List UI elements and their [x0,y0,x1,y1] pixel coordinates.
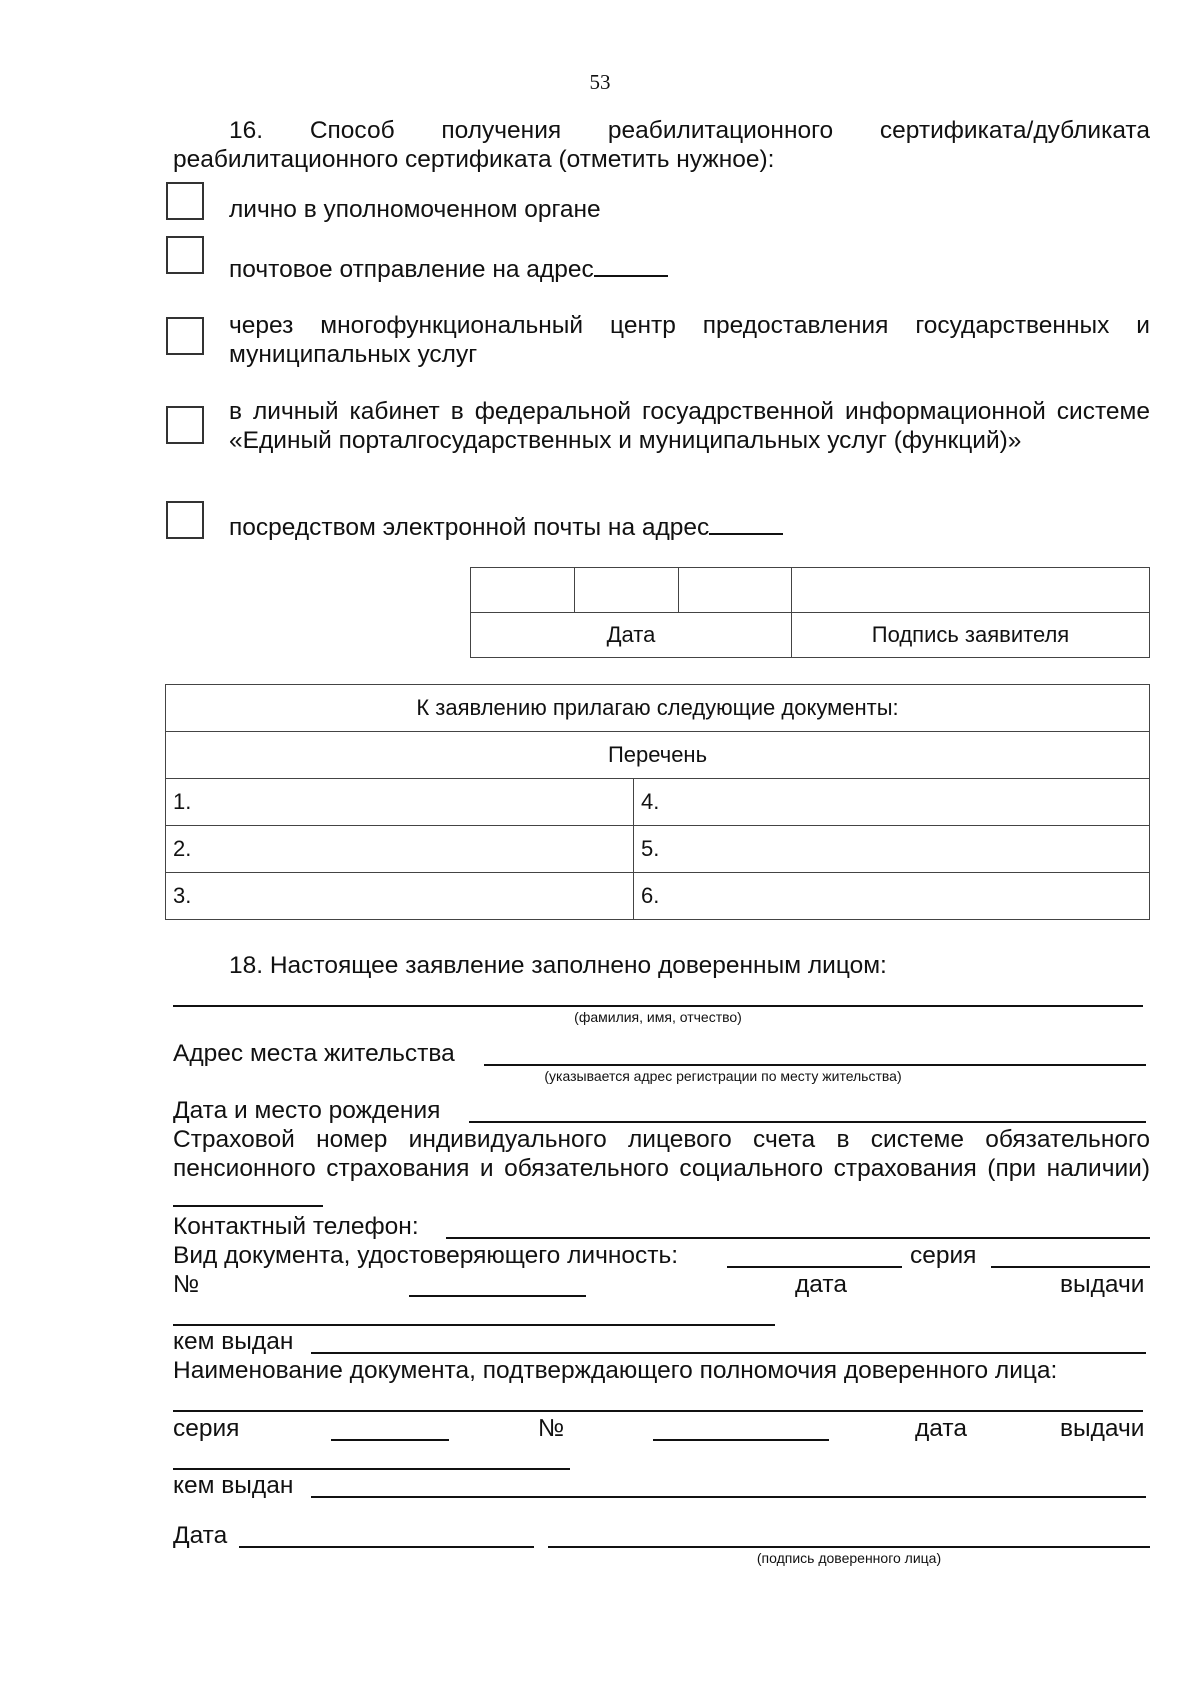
birth-field[interactable] [469,1121,1146,1123]
series-label-2: серия [173,1415,240,1442]
issue-label: выдачи [1060,1271,1145,1298]
signature-label: Подпись заявителя [792,613,1150,658]
document-item-1[interactable]: 1. [166,779,634,826]
issued-by-field[interactable] [311,1352,1146,1354]
issue-date-label-2: дата [915,1415,967,1442]
number-field-2[interactable] [653,1439,829,1441]
checkbox-postal[interactable] [166,236,204,274]
document-item-2[interactable]: 2. [166,826,634,873]
address-label: Адрес места жительства [173,1040,455,1067]
checkbox-gosuslugi[interactable] [166,406,204,444]
section18-heading: 18. Настоящее заявление заполнено доверенным лицом: [229,952,887,979]
phone-label: Контактный телефон: [173,1213,419,1240]
authority-doc-label: Наименование документа, подтверждающего полномочия доверенного лица: [173,1357,1058,1384]
document-item-3[interactable]: 3. [166,873,634,920]
signature-cell[interactable] [792,568,1150,613]
address-field[interactable] [484,1064,1146,1066]
page-number: 53 [589,70,611,94]
option-postal: почтовое отправление на адрес [229,253,1150,284]
signature-field-18[interactable] [548,1546,1150,1548]
snils-label: Страховой номер индивидуального лицевого счета в системе обязательного пенсионного страхования и обязательного социального страхования (при наличии) [173,1125,1150,1214]
number-label-2: № [538,1415,565,1442]
birth-label: Дата и место рождения [173,1097,441,1124]
documents-table [165,684,1150,920]
series-field[interactable] [991,1266,1150,1268]
option-gosuslugi: в личный кабинет в федеральной госуадрственной информационной системе «Единый порталгосударственных и муниципальных услуг (функций)» [229,398,1150,454]
option-mfc: через многофункциональный центр предоставления государственных и муниципальных услуг [229,312,1150,368]
checkbox-email[interactable] [166,501,204,539]
number-field[interactable] [409,1295,586,1297]
document-item-4[interactable]: 4. [634,779,1150,826]
series-field-2[interactable] [331,1439,449,1441]
number-label: № [173,1271,200,1298]
document-item-5[interactable]: 5. [634,826,1150,873]
option-email: посредством электронной почты на адрес [229,511,1150,542]
email-address-field[interactable] [709,511,783,535]
snils-field[interactable] [173,1183,323,1207]
section16-heading-line2: реабилитационного сертификата (отметить нужное): [173,146,775,173]
section16-heading-line1: 16. Способ получения реабилитационного сертификата/дубликата [229,117,1150,144]
signature-caption: (подпись доверенного лица) [756,1550,942,1566]
phone-field[interactable] [446,1237,1150,1239]
id-doc-field[interactable] [727,1266,902,1268]
issue-date-field-2[interactable] [173,1468,570,1470]
issue-date-label: дата [795,1271,847,1298]
address-caption: (указывается адрес регистрации по месту жительства) [544,1068,902,1084]
postal-address-field[interactable] [594,253,668,277]
date-day-cell[interactable] [471,568,575,613]
checkbox-mfc[interactable] [166,317,204,355]
date-label-18: Дата [173,1522,228,1549]
signature-table [470,567,1150,658]
issued-by-field-2[interactable] [311,1496,1146,1498]
fio-caption: (фамилия, имя, отчество) [574,1009,742,1025]
date-label: Дата [471,613,792,658]
date-month-cell[interactable] [575,568,679,613]
fio-field[interactable] [173,1005,1143,1007]
issue-label-2: выдачи [1060,1415,1145,1442]
issued-by-label: кем выдан [173,1328,294,1355]
documents-header: К заявлению прилагаю следующие документы: [166,685,1150,732]
date-field-18[interactable] [239,1546,534,1548]
id-doc-label: Вид документа, удостоверяющего личность: [173,1242,679,1269]
date-year-cell[interactable] [679,568,792,613]
authority-doc-field[interactable] [173,1410,1143,1412]
issue-date-field[interactable] [173,1324,775,1326]
checkbox-in-person[interactable] [166,182,204,220]
option-in-person: лично в уполномоченном органе [229,196,601,223]
document-item-6[interactable]: 6. [634,873,1150,920]
documents-subheader: Перечень [166,732,1150,779]
series-label: серия [910,1242,977,1269]
issued-by-label-2: кем выдан [173,1472,294,1499]
